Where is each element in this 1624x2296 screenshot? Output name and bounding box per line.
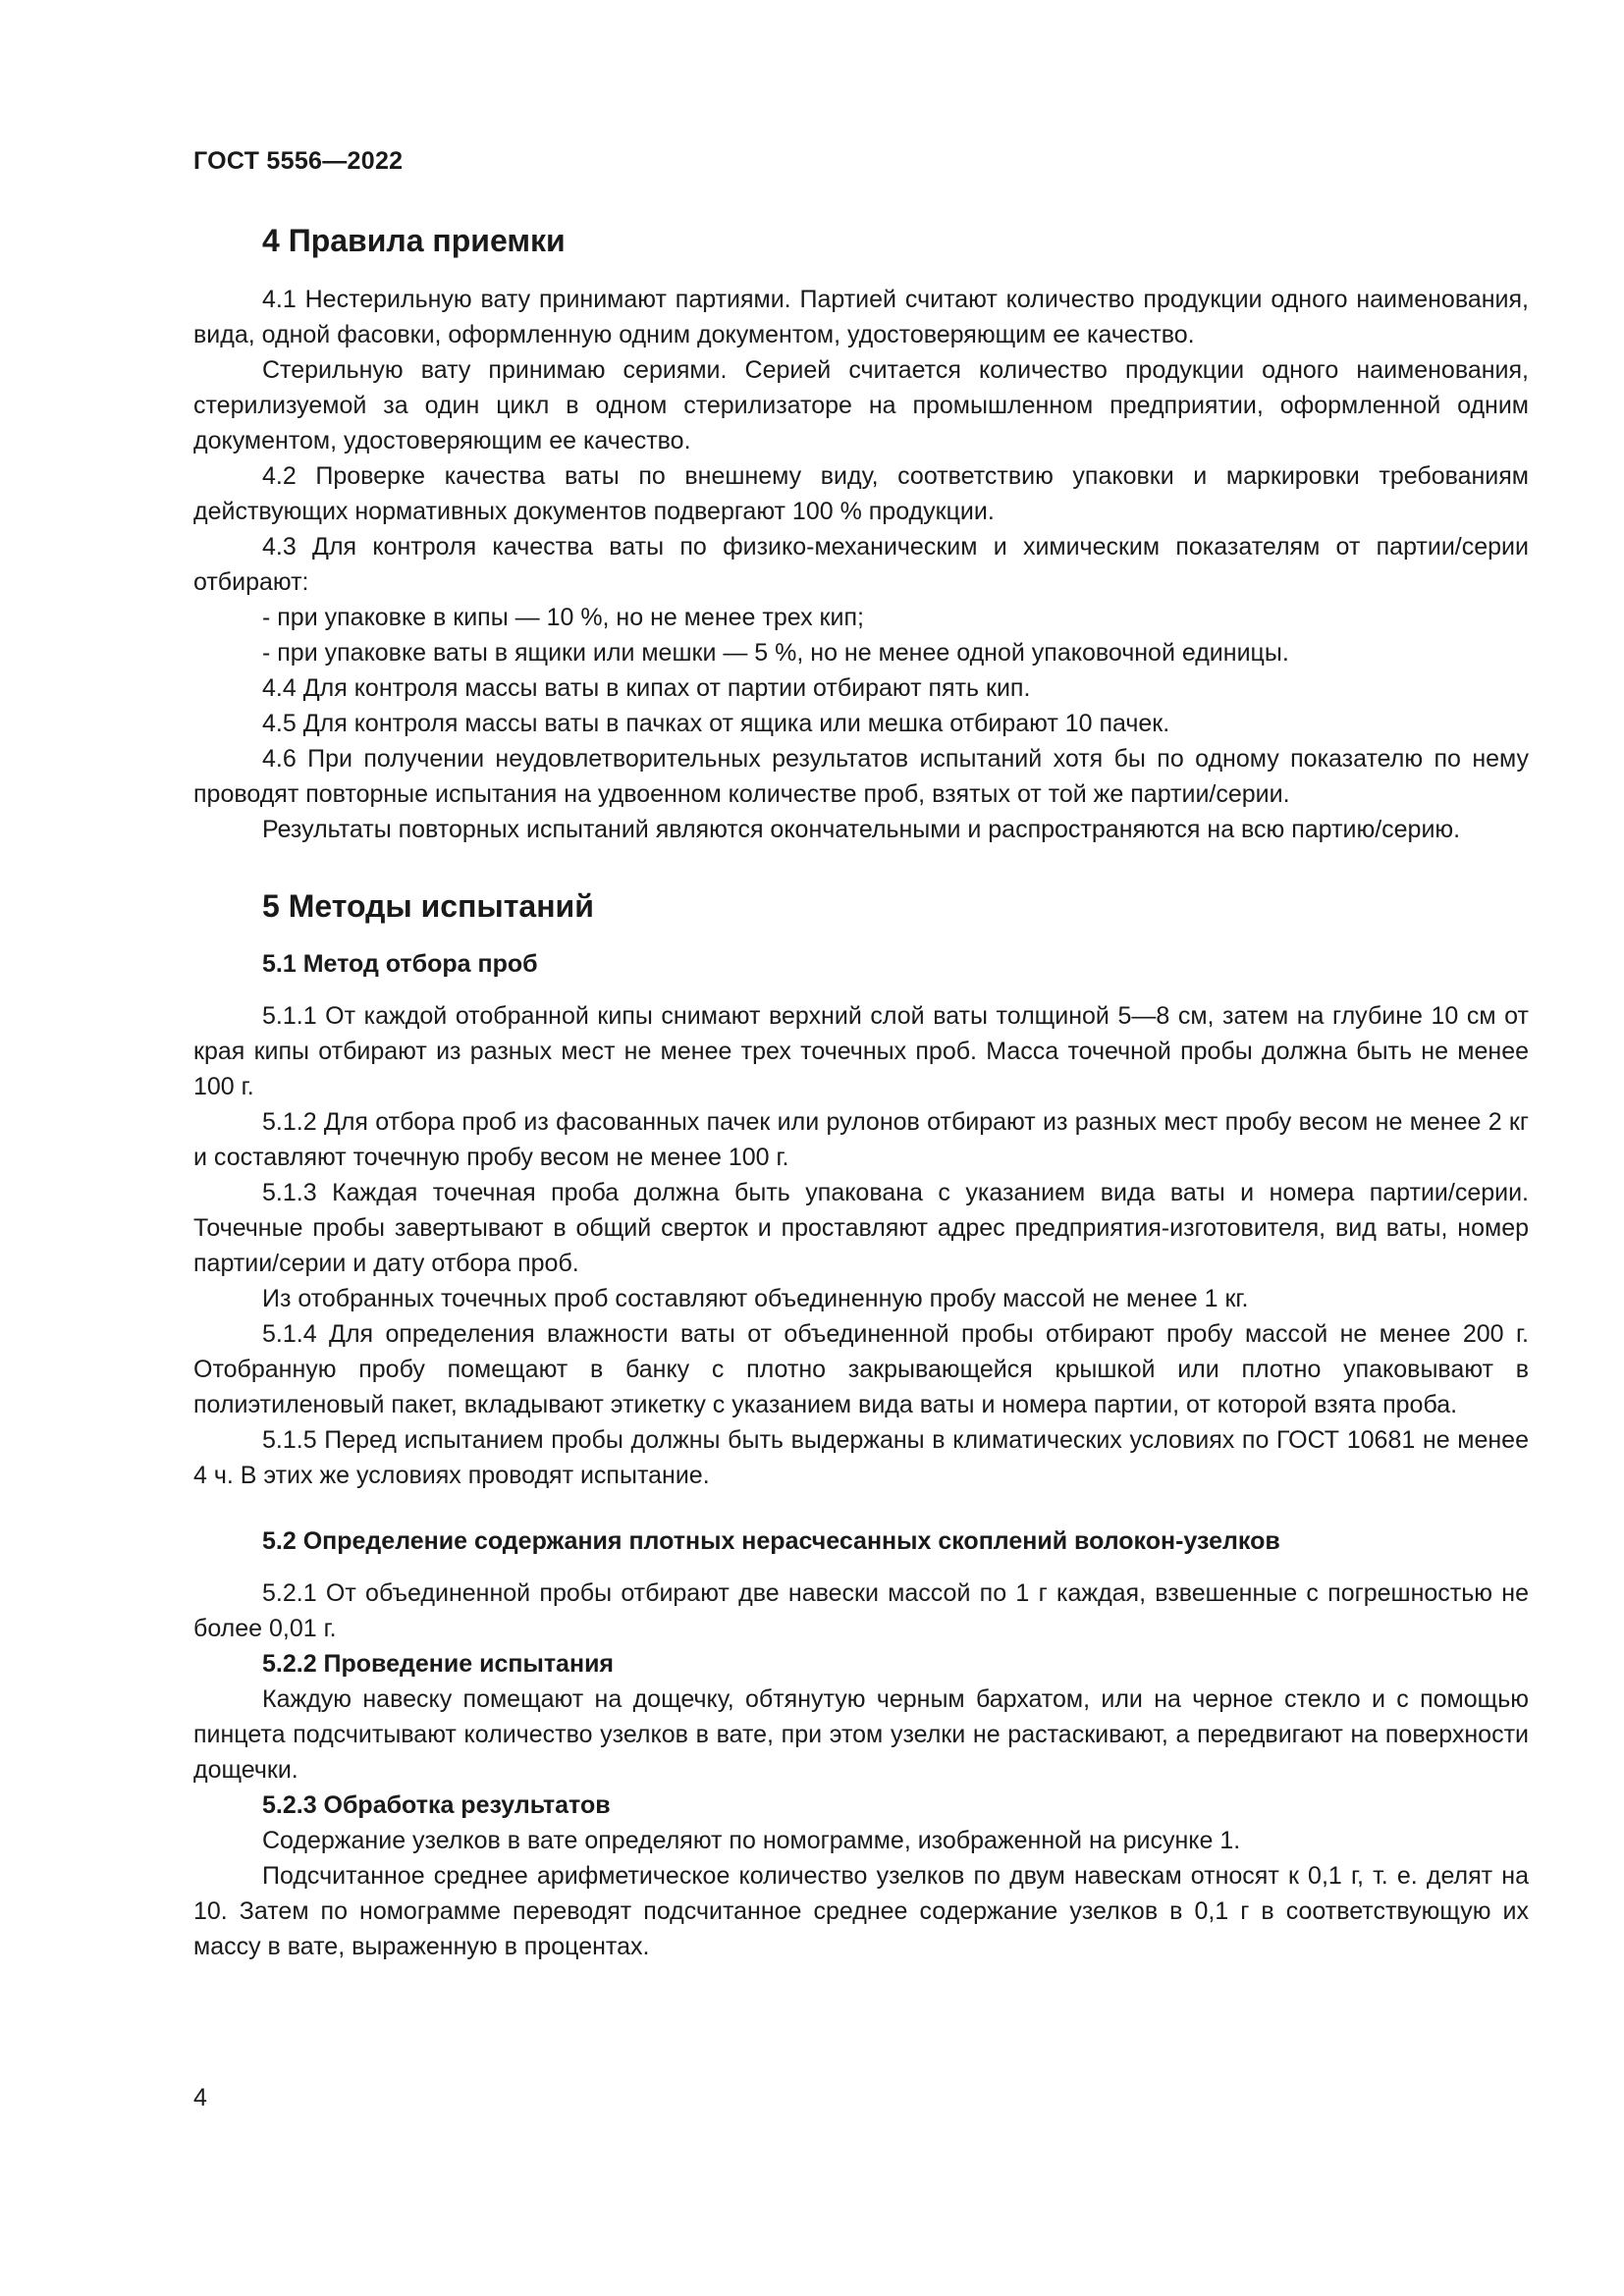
paragraph-5-2-3-nomogram: Содержание узелков в вате определяют по номограмме, изображенной на рисунке 1. — [262, 1827, 1241, 1854]
paragraph-5-1-3: 5.1.3 Каждая точечная проба должна быть упакована с указанием вида ваты и номера партии/серии. Точечные пробы завертывают в общий сверток и проставляют адрес предприятия-изготовителя, вид ваты, номер партии/серии и дату отбора проб. — [193, 1179, 1529, 1277]
paragraph-5-2-2: Каждую навеску помещают на дощечку, обтянутую черным бархатом, или на черное стекло и с помощью пинцета подсчитывают количество узелков в вате, при этом узелки не растаскивают, а передвигают на поверхности дощечки. — [193, 1685, 1529, 1784]
paragraph-4-1: 4.1 Нестерильную вату принимают партиями. Партией считают количество продукции одного наименования, вида, одной фасовки, оформленную одним документом, удостоверяющим ее качество. — [193, 286, 1529, 348]
subsection-5-1-title: 5.1 Метод отбора проб — [262, 950, 538, 978]
paragraph-5-1-5: 5.1.5 Перед испытанием пробы должны быть выдержаны в климатических условиях по ГОСТ 10681 не менее 4 ч. В этих же условиях проводят испытание. — [193, 1426, 1529, 1489]
paragraph-4-2: 4.2 Проверке качества ваты по внешнему виду, соответствию упаковки и маркировки требованиям действующих нормативных документов подвергают 100 % продукции. — [193, 462, 1529, 525]
paragraph-4-6: 4.6 При получении неудовлетворительных результатов испытаний хотя бы по одному показателю по нему проводят повторные испытания на удвоенном количестве проб, взятых от той же партии/серии. — [193, 745, 1529, 808]
paragraph-5-1-4: 5.1.4 Для определения влажности ваты от объединенной пробы отбирают пробу массой не менее 200 г. Отобранную пробу помещают в банку с плотно закрывающейся крышкой или плотно упаковывают в полиэтиленовый пакет, вкладывают этикетку с указанием вида ваты и номера партии, от которой взята проба. — [193, 1320, 1529, 1418]
paragraph-combined-sample: Из отобранных точечных проб составляют объединенную пробу массой не менее 1 кг. — [262, 1285, 1249, 1312]
paragraph-5-1-2: 5.1.2 Для отбора проб из фасованных пачек или рулонов отбирают из разных мест пробу весом не менее 2 кг и составляют точечную пробу весом не менее 100 г. — [193, 1108, 1529, 1171]
document-code-header: ГОСТ 5556—2022 — [193, 147, 404, 175]
section-4-title: 4 Правила приемки — [262, 223, 566, 258]
page-content — [193, 221, 1529, 1964]
paragraph-5-1-1: 5.1.1 От каждой отобранной кипы снимают верхний слой ваты толщиной 5—8 см, затем на глубине 10 см от края кипы отбирают из разных мест не менее трех точечных проб. Масса точечной пробы должна быть не менее 100 г. — [193, 1002, 1529, 1100]
subsection-5-2-title: 5.2 Определение содержания плотных нерасчесанных скоплений волокон-узелков — [262, 1527, 1280, 1555]
section-5-title: 5 Методы испытаний — [262, 888, 594, 924]
paragraph-sterile-acceptance: Стерильную вату принимаю сериями. Серией считается количество продукции одного наименования, стерилизуемой за один цикл в одном стерилизаторе на промышленном предприятии, оформленной одним документом, удостоверяющим ее качество. — [193, 356, 1529, 454]
paragraph-4-4: 4.4 Для контроля массы ваты в кипах от партии отбирают пять кип. — [262, 674, 1031, 702]
list-item-bales: - при упаковке в кипы — 10 %, но не менее трех кип; — [262, 604, 864, 631]
page-number: 4 — [193, 2084, 207, 2111]
paragraph-4-5: 4.5 Для контроля массы ваты в пачках от ящика или мешка отбирают 10 пачек. — [262, 710, 1170, 737]
paragraph-5-2-3-calculation: Подсчитанное среднее арифметическое количество узелков по двум навескам относят к 0,1 г, т. е. делят на 10. Затем по номограмме переводят подсчитанное среднее содержание узелков в 0,1 г в соответствующую их массу в вате, выраженную в процентах. — [193, 1862, 1529, 1960]
subsection-5-2-3-title: 5.2.3 Обработка результатов — [262, 1791, 611, 1819]
subsection-5-2-2-title: 5.2.2 Проведение испытания — [262, 1650, 615, 1678]
paragraph-repeat-results: Результаты повторных испытаний являются окончательными и распространяются на всю партию/серию. — [262, 816, 1461, 843]
paragraph-5-2-1: 5.2.1 От объединенной пробы отбирают две навески массой по 1 г каждая, взвешенные с погрешностью не более 0,01 г. — [193, 1579, 1529, 1642]
list-item-boxes: - при упаковке ваты в ящики или мешки — 5 %, но не менее одной упаковочной единицы. — [262, 639, 1289, 667]
paragraph-4-3: 4.3 Для контроля качества ваты по физико-механическим и химическим показателям от партии/серии отбирают: — [193, 533, 1529, 596]
